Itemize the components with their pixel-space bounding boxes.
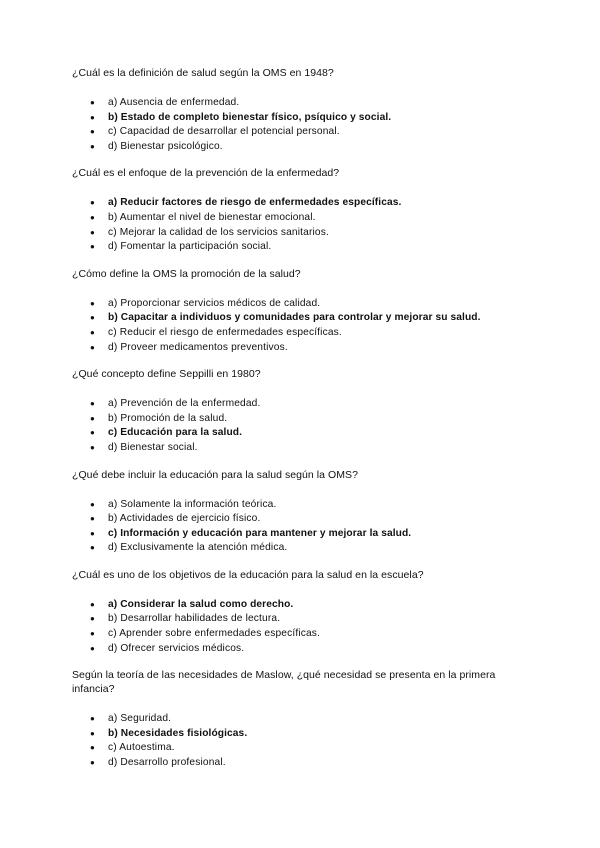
option-list (72, 598, 532, 656)
option-text: b) Necesidades fisiológicas. (108, 727, 248, 739)
option-item (72, 541, 532, 556)
option-text: d) Ofrecer servicios médicos. (108, 642, 245, 654)
bullet-icon: ● (90, 198, 95, 208)
question-block (72, 166, 532, 254)
bullet-icon: ● (90, 728, 95, 738)
option-item (72, 412, 532, 427)
question-text: Según la teoría de las necesidades de Maslow, ¿qué necesidad se presenta en la primera infancia? (72, 669, 496, 696)
option-list (72, 297, 532, 355)
question-block (72, 568, 532, 656)
option-text: a) Considerar la salud como derecho. (108, 598, 294, 610)
option-text: b) Aumentar el nivel de bienestar emocional. (108, 211, 316, 223)
option-text: b) Desarrollar habilidades de lectura. (108, 613, 281, 625)
bullet-icon: ● (90, 643, 95, 653)
question-text: ¿Cuál es uno de los objetivos de la educación para la salud en la escuela? (72, 568, 424, 581)
option-item (72, 326, 532, 341)
option-text: a) Proporcionar servicios médicos de calidad. (108, 297, 321, 309)
option-item (72, 226, 532, 241)
bullet-icon: ● (90, 242, 95, 252)
option-text: c) Reducir el riesgo de enfermedades específicas. (108, 326, 342, 338)
question-text: ¿Cómo define la OMS la promoción de la salud? (72, 267, 301, 280)
question-text: ¿Cuál es el enfoque de la prevención de la enfermedad? (72, 167, 340, 180)
option-item-correct (72, 311, 532, 326)
option-item (72, 341, 532, 356)
option-text: c) Autoestima. (108, 742, 175, 754)
question-block (72, 267, 532, 355)
bullet-icon: ● (90, 327, 95, 337)
bullet-icon: ● (90, 342, 95, 352)
option-text: a) Ausencia de enfermedad. (108, 97, 240, 108)
question-text: ¿Qué concepto define Seppilli en 1980? (72, 368, 261, 381)
bullet-icon: ● (90, 227, 95, 237)
option-text: d) Exclusivamente la atención médica. (108, 542, 288, 554)
option-list (72, 498, 532, 556)
option-text: c) Aprender sobre enfermedades específicas. (108, 628, 321, 640)
option-item (72, 140, 532, 155)
option-text: c) Información y educación para mantener y mejorar la salud. (108, 527, 412, 539)
option-text: a) Solamente la información teórica. (108, 498, 277, 510)
option-text: a) Prevención de la enfermedad. (108, 398, 261, 410)
option-text: b) Actividades de ejercicio físico. (108, 513, 261, 525)
option-item (72, 756, 532, 771)
bullet-icon: ● (90, 714, 95, 724)
bullet-icon: ● (90, 212, 95, 222)
quiz-page (72, 66, 532, 783)
option-list (72, 196, 532, 254)
option-list (72, 96, 532, 154)
option-text: c) Mejorar la calidad de los servicios sanitarios. (108, 226, 329, 238)
option-item (72, 512, 532, 527)
bullet-icon: ● (90, 743, 95, 753)
option-item-correct (72, 598, 532, 613)
bullet-icon: ● (90, 442, 95, 452)
option-item (72, 612, 532, 627)
option-text: a) Reducir factores de riesgo de enfermedades específicas. (108, 197, 402, 209)
option-item-correct (72, 426, 532, 441)
option-item (72, 741, 532, 756)
option-text: d) Fomentar la participación social. (108, 241, 272, 253)
option-item (72, 397, 532, 412)
option-item (72, 498, 532, 513)
option-item (72, 642, 532, 657)
bullet-icon: ● (90, 112, 95, 122)
bullet-icon: ● (90, 428, 95, 438)
question-block (72, 66, 532, 154)
bullet-icon: ● (90, 141, 95, 151)
option-item (72, 211, 532, 226)
option-text: d) Bienestar psicológico. (108, 140, 223, 152)
option-text: d) Desarrollo profesional. (108, 757, 226, 769)
option-item (72, 627, 532, 642)
option-text: b) Promoción de la salud. (108, 412, 228, 424)
question-block (72, 668, 532, 770)
option-item (72, 441, 532, 456)
option-item-correct (72, 527, 532, 542)
option-text: b) Estado de completo bienestar físico, psíquico y social. (108, 111, 392, 123)
bullet-icon: ● (90, 127, 95, 137)
bullet-icon: ● (90, 528, 95, 538)
bullet-icon: ● (90, 399, 95, 409)
option-text: a) Seguridad. (108, 713, 172, 725)
option-item-correct (72, 727, 532, 742)
question-block (72, 468, 532, 556)
option-item-correct (72, 111, 532, 126)
option-item (72, 297, 532, 312)
question-text: ¿Qué debe incluir la educación para la salud según la OMS? (72, 468, 358, 481)
option-text: b) Capacitar a individuos y comunidades para controlar y mejorar su salud. (108, 312, 481, 324)
bullet-icon: ● (90, 629, 95, 639)
option-item (72, 240, 532, 255)
option-item-correct (72, 196, 532, 211)
option-list (72, 712, 532, 770)
option-text: c) Capacidad de desarrollar el potencial personal. (108, 126, 340, 138)
bullet-icon: ● (90, 298, 95, 308)
option-item (72, 125, 532, 140)
bullet-icon: ● (90, 413, 95, 423)
bullet-icon: ● (90, 499, 95, 509)
question-block (72, 367, 532, 455)
option-list (72, 397, 532, 455)
option-text: d) Bienestar social. (108, 441, 198, 453)
option-text: d) Proveer medicamentos preventivos. (108, 341, 288, 353)
bullet-icon: ● (90, 514, 95, 524)
option-item (72, 96, 532, 111)
bullet-icon: ● (90, 313, 95, 323)
bullet-icon: ● (90, 758, 95, 768)
bullet-icon: ● (90, 543, 95, 553)
question-text: ¿Cuál es la definición de salud según la OMS en 1948? (72, 67, 334, 79)
bullet-icon: ● (90, 614, 95, 624)
option-item (72, 712, 532, 727)
bullet-icon: ● (90, 599, 95, 609)
bullet-icon: ● (90, 98, 95, 107)
option-text: c) Educación para la salud. (108, 427, 243, 439)
